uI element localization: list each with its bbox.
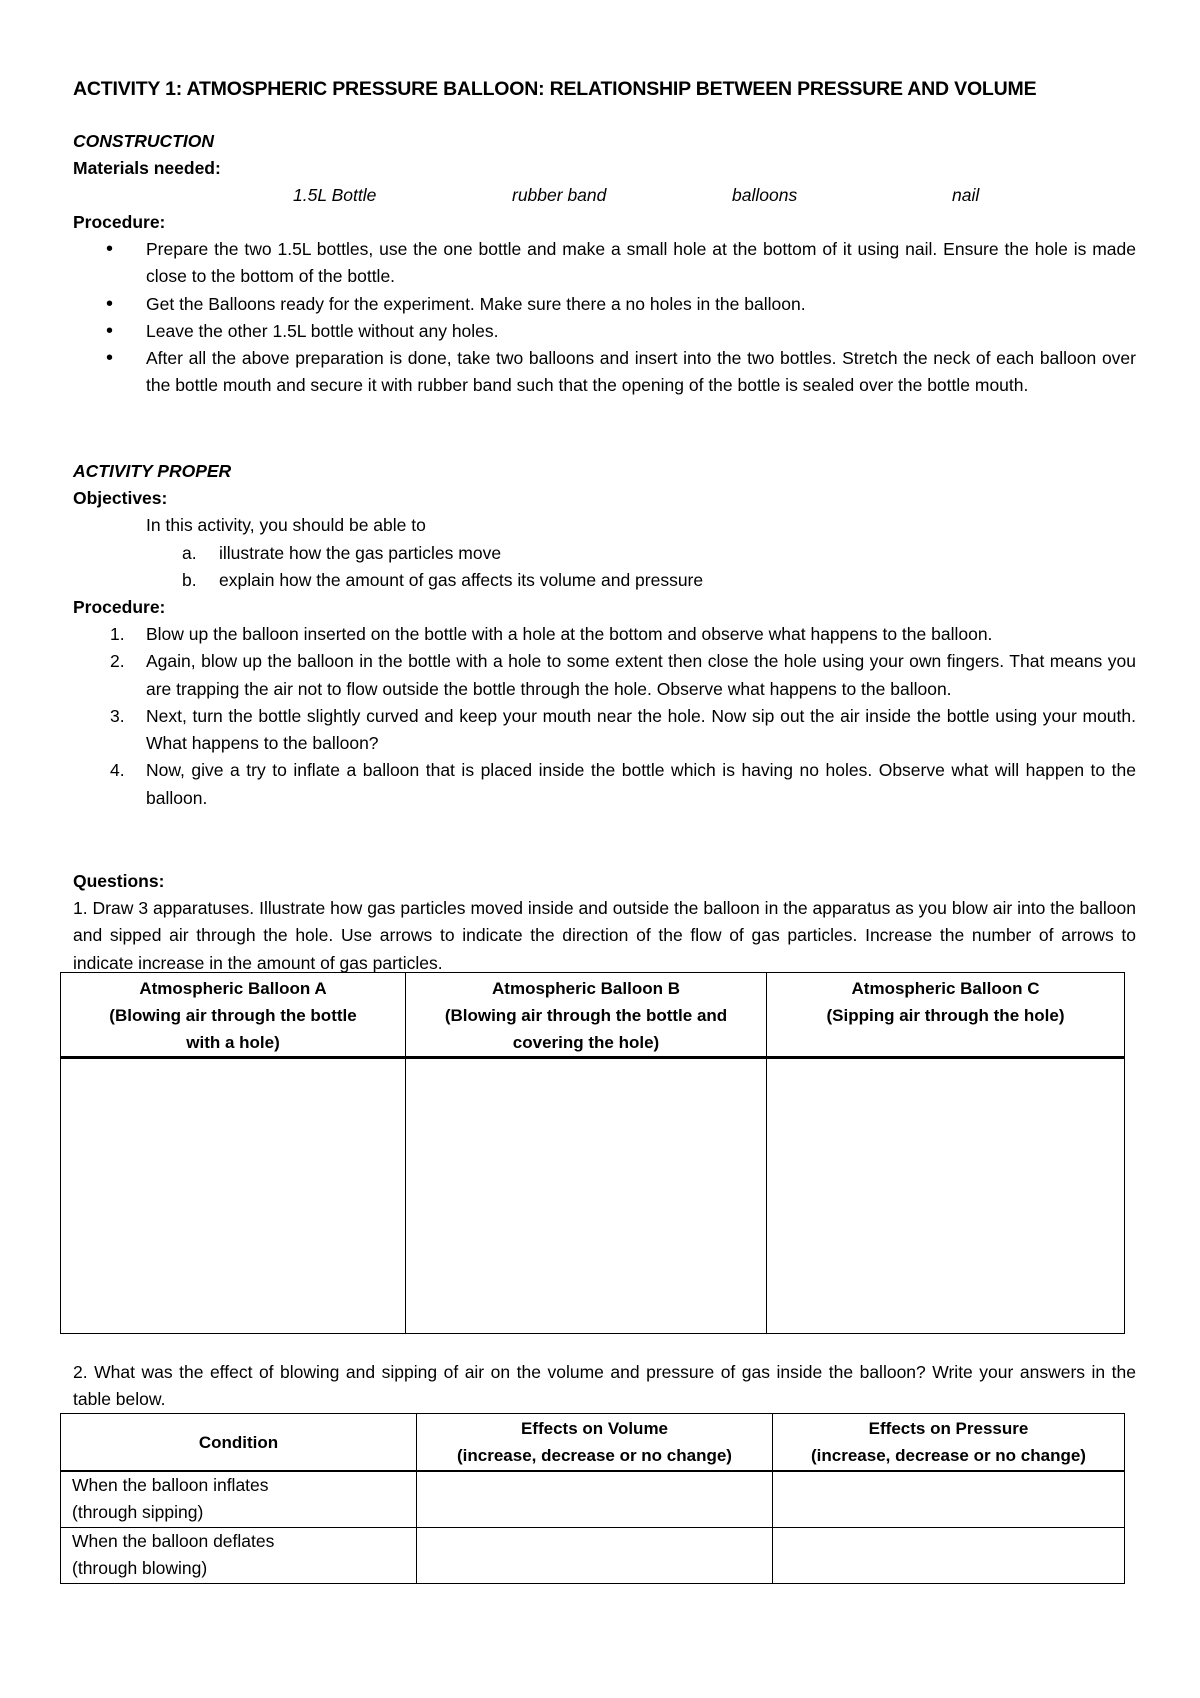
material-item: rubber band xyxy=(512,185,607,205)
header-title: Atmospheric Balloon B xyxy=(492,979,680,998)
construction-heading: CONSTRUCTION xyxy=(73,131,214,151)
volume-answer-cell[interactable] xyxy=(417,1528,773,1584)
table-header-cell xyxy=(61,1414,417,1472)
list-item: • After all the above preparation is done, take two balloons and insert into the two bottles. Stretch the neck of each balloon over the bottle mouth and secure it with rubber band such that the opening of the bottle is sealed over the bottle mouth. xyxy=(104,345,1136,400)
objective-marker: a. xyxy=(182,543,197,563)
header-subtitle: (increase, decrease or no change) xyxy=(811,1446,1086,1465)
table-row xyxy=(61,1528,1125,1584)
list-item: • Leave the other 1.5L bottle without any holes. xyxy=(104,318,1136,345)
page-title: ACTIVITY 1: ATMOSPHERIC PRESSURE BALLOON: RELATIONSHIP BETWEEN PRESSURE AND VOLUME xyxy=(73,78,1037,100)
list-item xyxy=(104,703,1136,758)
step-text: Now, give a try to inflate a balloon that is placed inside the bottle which is having no holes. Observe what will happen to the balloon. xyxy=(146,760,1136,808)
condition-cell xyxy=(61,1471,417,1528)
table-row xyxy=(61,1058,1125,1334)
construction-steps-list xyxy=(104,236,1136,400)
question-number: 1. xyxy=(73,898,88,918)
list-item xyxy=(104,621,1136,648)
construction-procedure-label: Procedure: xyxy=(73,212,166,232)
table-header-cell xyxy=(61,973,406,1058)
list-item: • Get the Balloons ready for the experiment. Make sure there a no holes in the balloon. xyxy=(104,291,1136,318)
question-text: What was the effect of blowing and sipping of air on the volume and pressure of gas inside the balloon? Write your answers in the table below. xyxy=(73,1362,1136,1410)
header-title: Atmospheric Balloon A xyxy=(139,979,327,998)
table-row xyxy=(61,1471,1125,1528)
objectives-intro: In this activity, you should be able to xyxy=(146,515,426,535)
activity-steps-list xyxy=(104,621,1136,812)
question-text: Draw 3 apparatuses. Illustrate how gas particles moved inside and outside the balloon in the apparatus as you blow air into the balloon and sipped air through the hole. Use arrows to indicate the direction of the flow of gas particles. Increase the number of arrows to indicate increase in the amount of gas particles. xyxy=(73,898,1136,973)
step-number: 4. xyxy=(110,760,125,781)
list-item xyxy=(104,648,1136,703)
header-subtitle: (increase, decrease or no change) xyxy=(457,1446,732,1465)
step-number: 1. xyxy=(110,624,125,644)
pressure-answer-cell[interactable] xyxy=(773,1471,1125,1528)
drawing-cell-b[interactable] xyxy=(406,1058,767,1334)
objectives-label: Objectives: xyxy=(73,488,168,508)
header-title: Condition xyxy=(198,1432,279,1452)
objective-text: explain how the amount of gas affects its volume and pressure xyxy=(219,570,704,590)
activity-heading: ACTIVITY PROPER xyxy=(73,461,232,481)
step-number: 3. xyxy=(110,705,125,726)
pressure-answer-cell[interactable] xyxy=(773,1528,1125,1584)
question-2 xyxy=(73,1359,1136,1414)
effects-table xyxy=(60,1413,1125,1584)
material-item: balloons xyxy=(732,185,798,205)
volume-answer-cell[interactable] xyxy=(417,1471,773,1528)
material-item: nail xyxy=(952,185,980,205)
objective-marker: b. xyxy=(182,570,197,590)
table-header-cell xyxy=(773,1414,1125,1472)
objective-text: illustrate how the gas particles move xyxy=(219,543,502,563)
header-subtitle: (Blowing air through the bottle and covering the hole) xyxy=(444,1006,728,1052)
condition-line: (through sipping) xyxy=(72,1502,204,1522)
header-subtitle: (Blowing air through the bottle with a hole) xyxy=(109,1006,357,1052)
condition-line: (through blowing) xyxy=(72,1558,208,1578)
material-item: 1.5L Bottle xyxy=(293,185,377,205)
condition-line: When the balloon deflates xyxy=(72,1531,275,1551)
header-title: Atmospheric Balloon C xyxy=(851,979,1040,998)
questions-label: Questions: xyxy=(73,871,165,891)
step-text: Again, blow up the balloon in the bottle with a hole to some extent then close the hole using your own fingers. That means you are trapping the air not to flow outside the bottle through the hole. Observe what happens to the balloon. xyxy=(146,651,1136,699)
table-header-cell xyxy=(767,973,1125,1058)
drawing-cell-a[interactable] xyxy=(61,1058,406,1334)
header-subtitle: (Sipping air through the hole) xyxy=(826,1006,1065,1025)
condition-line: When the balloon inflates xyxy=(72,1475,269,1495)
list-item xyxy=(104,757,1136,812)
step-text: Blow up the balloon inserted on the bottle with a hole at the bottom and observe what happens to the balloon. xyxy=(146,624,993,644)
activity-procedure-label: Procedure: xyxy=(73,597,166,617)
step-number: 2. xyxy=(110,651,125,672)
step-text: Next, turn the bottle slightly curved and keep your mouth near the hole. Now sip out the air inside the bottle using your mouth. What happens to the balloon? xyxy=(146,705,1136,754)
question-1 xyxy=(73,895,1136,977)
table-header-cell xyxy=(406,973,767,1058)
condition-cell xyxy=(61,1528,417,1584)
table-header-cell xyxy=(417,1414,773,1472)
header-title: Effects on Pressure xyxy=(868,1419,1029,1438)
question-number: 2. xyxy=(73,1362,88,1382)
drawing-table xyxy=(60,972,1125,1334)
drawing-cell-c[interactable] xyxy=(767,1058,1125,1334)
list-item: • Prepare the two 1.5L bottles, use the one bottle and make a small hole at the bottom of it using nail. Ensure the hole is made close to the bottom of the bottle. xyxy=(104,236,1136,291)
materials-label: Materials needed: xyxy=(73,158,221,178)
header-title: Effects on Volume xyxy=(520,1419,669,1438)
